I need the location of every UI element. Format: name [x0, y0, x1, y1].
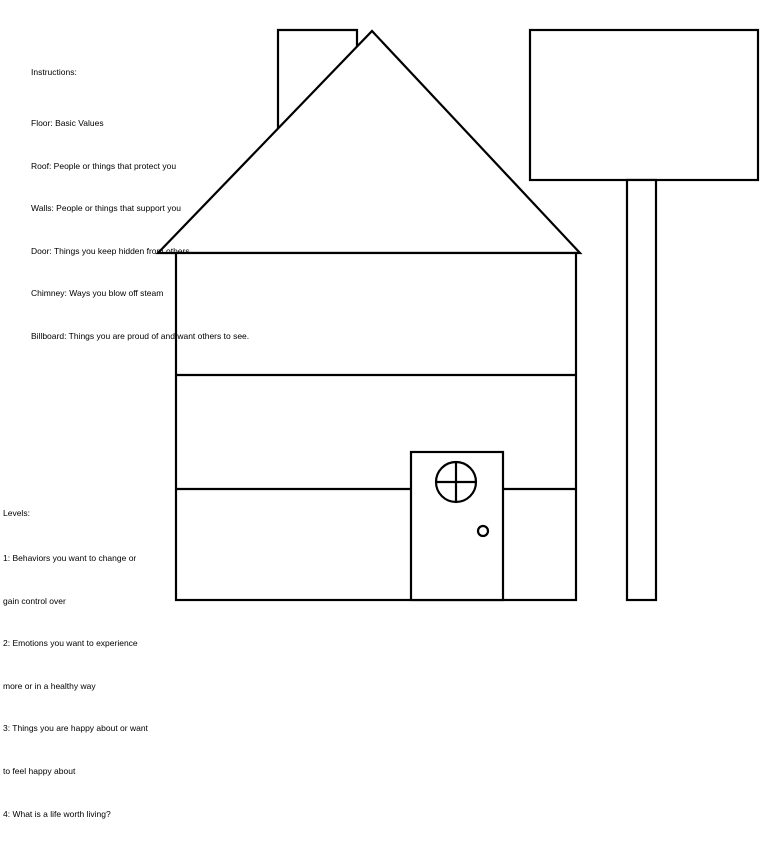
instructions-item-billboard: Billboard: Things you are proud of and want others to see.	[31, 331, 250, 342]
levels-line-4: more or in a healthy way	[3, 680, 96, 691]
instructions-item-floor: Floor: Basic Values	[31, 118, 104, 129]
levels-line-7: 4: What is a life worth living?	[3, 808, 111, 819]
levels-line-2: gain control over	[3, 595, 66, 606]
instructions-item-door: Door: Things you keep hidden from others	[31, 245, 190, 256]
levels-block	[3, 478, 148, 849]
levels-line-5: 3: Things you are happy about or want	[3, 723, 148, 734]
door-knob-icon	[478, 526, 488, 536]
levels-line-3: 2: Emotions you want to experience	[3, 638, 138, 649]
instructions-heading: Instructions:	[31, 67, 77, 78]
instructions-item-roof: Roof: People or things that protect you	[31, 160, 177, 171]
instructions-item-chimney: Chimney: Ways you blow off steam	[31, 288, 164, 299]
billboard-post-shape	[627, 180, 656, 600]
levels-heading: Levels:	[3, 508, 30, 519]
instructions-block	[31, 37, 249, 372]
instructions-item-walls: Walls: People or things that support you	[31, 203, 181, 214]
levels-line-6: to feel happy about	[3, 766, 76, 777]
levels-line-1: 1: Behaviors you want to change or	[3, 553, 137, 564]
billboard-shape	[530, 30, 758, 180]
